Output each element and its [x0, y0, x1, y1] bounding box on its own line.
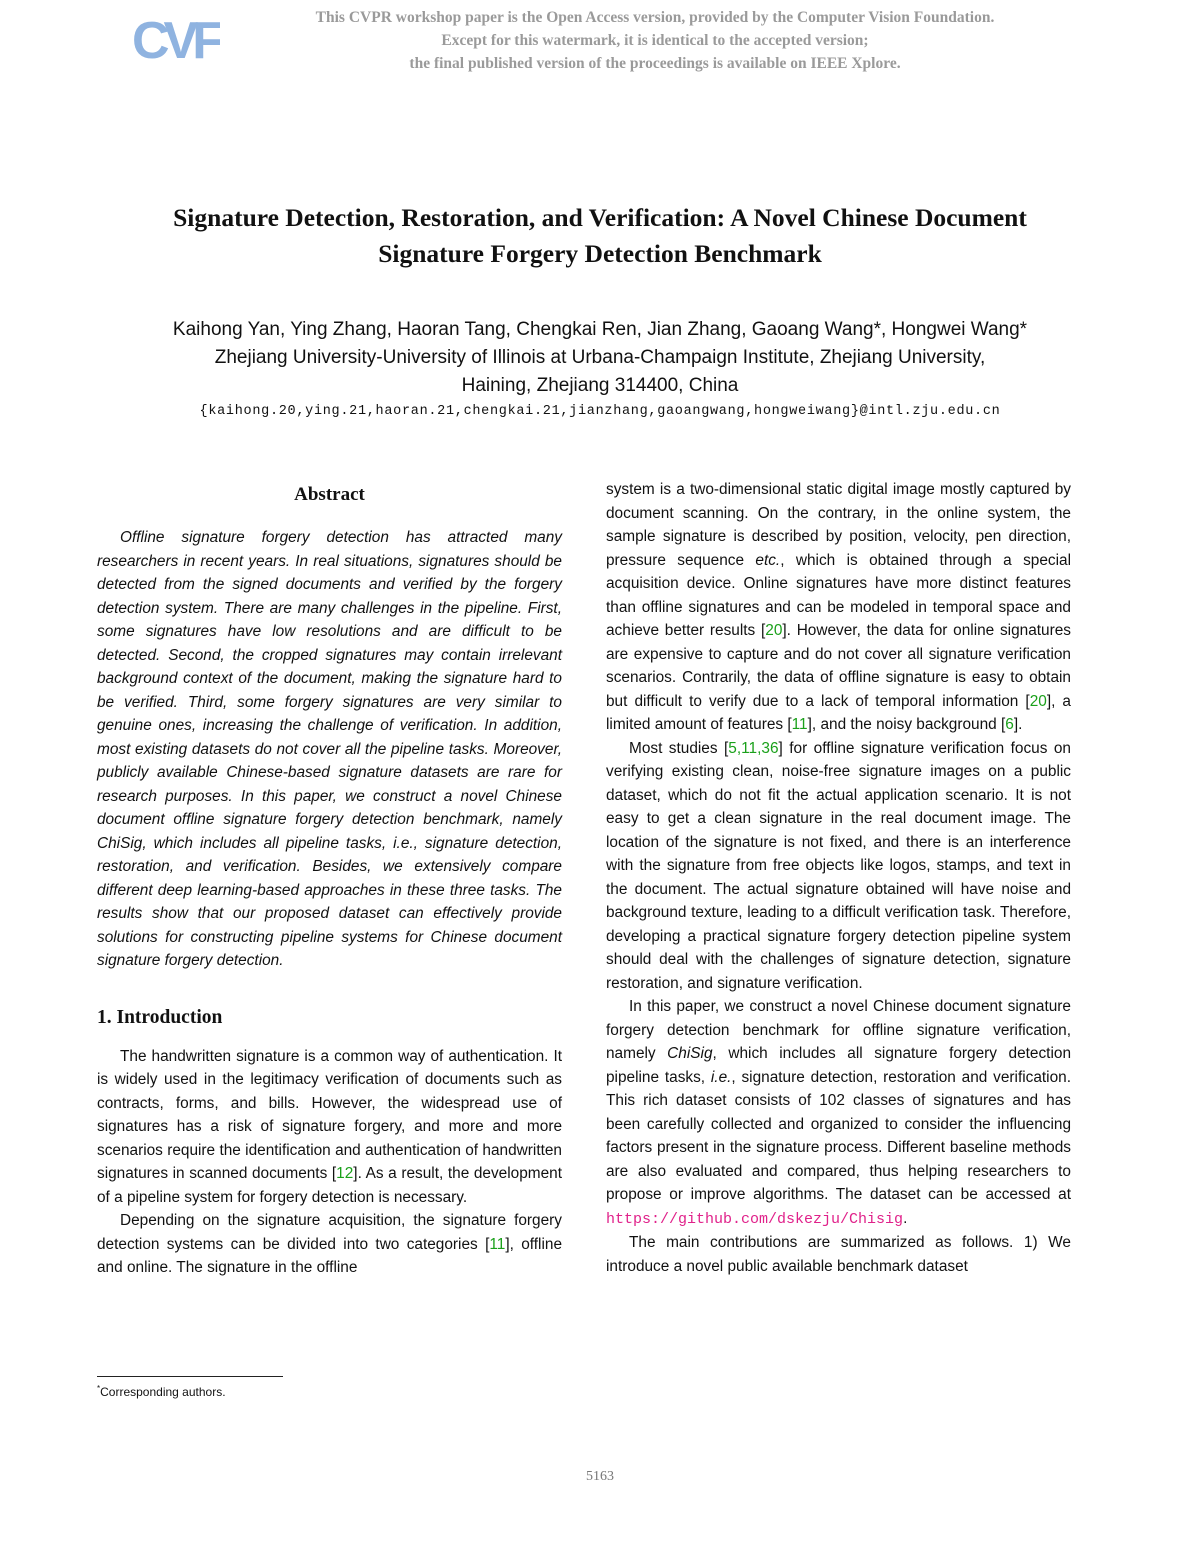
citation-link[interactable]: 20: [765, 622, 783, 639]
citation-link[interactable]: 12: [336, 1165, 354, 1182]
text-run: Most studies: [629, 739, 725, 757]
intro-p1-text-a: The handwritten signature is a common way of authentication. It is widely used in the legitimacy verification of documents such as contracts, forms, and bills. However, the widespread use of signatures has a risk of signature forgery, and more and more scenarios require the identification and authentication of handwritten signatures in scanned documents: [97, 1047, 562, 1182]
watermark-line-2: Except for this watermark, it is identical to the accepted version;: [441, 32, 869, 49]
footnote-mark: *: [97, 1384, 101, 1393]
author-names: Kaihong Yan, Ying Zhang, Haoran Tang, Chengkai Ren, Jian Zhang, Gaoang Wang*, Hongwei Wang*: [172, 319, 1028, 340]
text-run: . However, the data for online signatures are expensive to capture and do not cover all signature verification scenarios. Contrarily, the data of offline signature is easy to obtain but difficult to verify due to a lack of temporal information: [606, 622, 1071, 710]
affiliation-line-1: Zhejiang University-University of Illinois at Urbana-Champaign Institute, Zhejiang University,: [214, 347, 986, 368]
right-paragraph-2: Most studies [5,11,36] for offline signature verification focus on verifying existing clean, noise-free signature images on a public dataset, which do not fit the actual application scenario. It is not easy to get a clean signature in the real document image. The location of the signature is not fixed, and there is an interference with the signature from free objects like logos, stamps, and text in the document. The actual signature obtained will have noise and background texture, leading to a difficult verification task. Therefore, developing a practical signature forgery detection pipeline system should deal with the challenges of signature detection, signature restoration, and signature verification.: [606, 739, 1071, 992]
watermark-line-3: the final published version of the proceedings is available on IEEE Xplore.: [409, 55, 901, 72]
paper-title: [60, 200, 1140, 272]
text-run: , and the noisy background: [811, 716, 1001, 733]
right-paragraph-3: [606, 995, 1071, 1231]
text-run: system is a two-dimensional static digital image mostly captured by document scanning. On the contrary, in the online system, the sample signature is described by position, velocity, pen direction, pressure sequence: [606, 481, 1071, 569]
text-run: In this paper, we construct a novel Chinese document signature forgery detection benchmark for offline signature verification, namely: [606, 998, 1071, 1062]
text-run: , a limited amount of features: [606, 692, 1071, 733]
footnote-text: Corresponding authors.: [100, 1385, 226, 1399]
text-run: .: [903, 1209, 908, 1227]
text-run: , which is obtained through a special acquisition device. Online signatures have more distinct features than offline signatures and can be modeled in temporal space and achieve better results: [606, 551, 1071, 639]
left-column: [97, 478, 562, 1280]
cvf-logo: [130, 8, 220, 68]
citation-link[interactable]: 11: [489, 1235, 506, 1253]
abstract-text: Offline signature forgery detection has attracted many researchers in recent years. In real situations, signatures should be detected from the signed documents and verified by the forgery detection system. There are many challenges in the pipeline. First, some signatures have low resolutions and are difficult to be detected. Second, the cropped signatures may contain irrelevant background context of the document, making the signature hard to be verified. Third, some forgery signatures are very similar to genuine ones, increasing the challenge of verification. In addition, most existing datasets do not cover all the pipeline tasks. Moreover, publicly available Chinese-based signature datasets are rare for research purposes. In this paper, we construct a novel Chinese document offline signature forgery detection benchmark, namely ChiSig, which includes all pipeline tasks, i.e., signature detection, restoration, and verification. Besides, we extensively compare different deep learning-based approaches in these three tasks. The results show that our proposed dataset can effectively provide solutions for constructing pipeline systems for Chinese document signature forgery detection.: [97, 529, 562, 969]
citation-link[interactable]: 20: [1029, 692, 1047, 710]
title-line-2: Signature Forgery Detection Benchmark: [378, 239, 822, 268]
intro-p1-text-b: . As a result, the development of a pipeline system for forgery detection is necessary.: [97, 1165, 562, 1206]
dataset-url-link[interactable]: https://github.com/dskezju/Chisig: [606, 1210, 904, 1228]
right-paragraph-1: system is a two-dimensional static digital image mostly captured by document scanning. On the contrary, in the online system, the sample signature is described by position, velocity, pen direction, pressure sequence etc., which is obtained through a special acquisition device. Online signatures have more distinct features than offline signatures and can be modeled in temporal space and achieve better results [20]. However, the data for online signatures are expensive to capture and do not cover all signature verification scenarios. Contrarily, the data of offline signature is easy to obtain but difficult to verify due to a lack of temporal information [20], a limited amount of features [11], and the noisy background [6].: [606, 481, 1071, 733]
watermark-line-1: This CVPR workshop paper is the Open Access version, provided by the Computer Vision Foundation.: [315, 9, 995, 26]
citation-link[interactable]: 11: [791, 716, 808, 733]
cvf-logo-text: CVF: [132, 12, 218, 68]
intro-paragraph-1: The handwritten signature is a common way of authentication. It is widely used in the legitimacy verification of documents such as contracts, forms, and bills. However, the widespread use of signatures has a risk of signature forgery, and more and more scenarios require the identification and authentication of handwritten signatures in scanned documents [12]. As a result, the development of a pipeline system for forgery detection is necessary.: [97, 1047, 562, 1206]
author-emails: {kaihong.20,ying.21,haoran.21,chengkai.21,jianzhang,gaoangwang,hongweiwang}@intl.zju.edu.cn: [199, 404, 1001, 419]
ie-italic: i.e.: [710, 1068, 732, 1086]
text-run: , signature detection, restoration and verification. This rich dataset consists of 102 classes of signatures and has been carefully collected and organized to consider the influencing factors present in the signature process. Different baseline methods are also evaluated and compared, thus helping researchers to propose or improve algorithms. The dataset can be accessed at: [606, 1068, 1071, 1203]
citation-link[interactable]: 5,11,36: [728, 739, 779, 757]
intro-p2-text-b: , offline and online. The signature in the offline: [97, 1235, 563, 1276]
introduction-heading: 1. Introduction: [97, 1006, 223, 1028]
text-run: .: [1018, 716, 1023, 733]
right-column: [606, 478, 1071, 1278]
right-paragraph-4: The main contributions are summarized as follows. 1) We introduce a novel public available benchmark dataset: [606, 1234, 1071, 1275]
text-run: for offline signature verification focus on verifying existing clean, noise-free signature images on a public dataset, which do not fit the actual application scenario. It is not easy to get a clean signature in the real document image. The location of the signature is not fixed, and there is an interference with the signature from free objects like logos, stamps, and text in the document. The actual signature obtained will have noise and background texture, leading to a difficult verification task. Therefore, developing a practical signature forgery detection pipeline system should deal with the challenges of signature detection, signature restoration, and signature verification.: [606, 739, 1071, 992]
dataset-name-italic: ChiSig: [667, 1045, 713, 1062]
open-access-watermark: [255, 6, 1055, 75]
text-run: , which includes all signature forgery detection pipeline tasks,: [606, 1045, 1072, 1086]
title-line-1: Signature Detection, Restoration, and Verification: A Novel Chinese Document: [173, 203, 1027, 232]
etc-italic: etc.: [755, 551, 781, 569]
affiliation-line-2: Haining, Zhejiang 314400, China: [461, 375, 739, 396]
page-number: 5163: [586, 1469, 614, 1484]
footnote-rule: [97, 1376, 283, 1377]
author-block: [60, 316, 1140, 400]
citation-link[interactable]: 6: [1005, 716, 1014, 733]
intro-p2-text-a: Depending on the signature acquisition, the signature forgery detection systems can be divided into two categories: [97, 1212, 562, 1253]
intro-paragraph-2: Depending on the signature acquisition, the signature forgery detection systems can be divided into two categories [11], offline and online. The signature in the offline: [97, 1212, 563, 1276]
abstract-heading: Abstract: [294, 484, 365, 505]
footnote: [97, 1381, 226, 1400]
